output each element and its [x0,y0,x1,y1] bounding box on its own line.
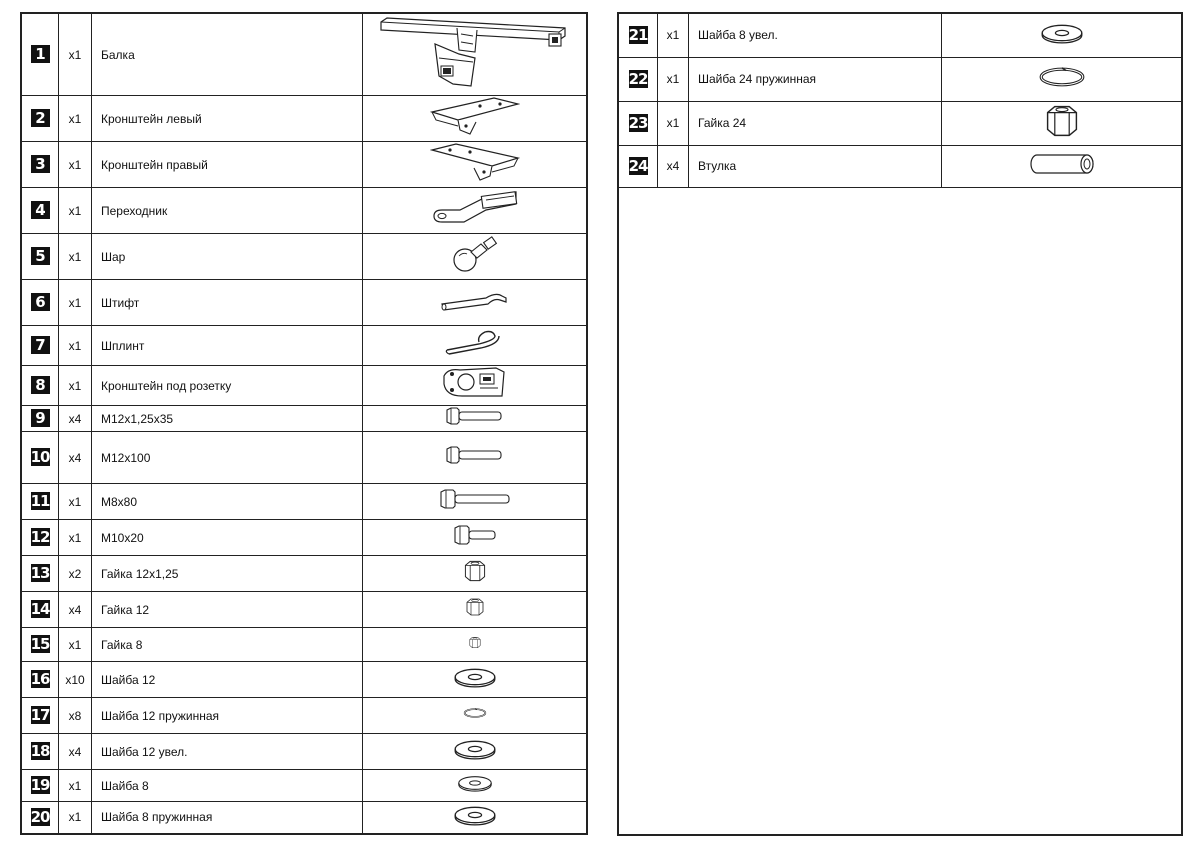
part-number-cell [21,188,59,234]
part-row-15 [21,628,587,662]
washer-icon [452,738,498,760]
part-number-cell [618,145,658,187]
part-illustration-cell [363,13,588,96]
part-number-badge: 13 [30,564,50,582]
part-number-cell [618,101,658,145]
bolt-icon [445,445,505,465]
short-bolt-icon [453,524,497,546]
part-number-cell [21,432,59,484]
part-row-11 [21,484,587,520]
part-name: Втулка [689,145,942,187]
part-number-cell [21,366,59,406]
nut-icon [458,559,492,583]
part-name: Шар [92,234,363,280]
part-row-9 [21,406,587,432]
part-name: Шплинт [92,326,363,366]
empty-area-row [618,187,1182,835]
part-illustration-cell [363,662,588,698]
part-row-14 [21,592,587,628]
long-bolt-icon [439,488,511,510]
part-quantity: x4 [658,145,689,187]
part-number-badge: 10 [30,448,50,466]
washer-icon [452,804,498,826]
part-number-cell [21,520,59,556]
part-number-cell [21,234,59,280]
small-nut-icon [466,636,484,649]
part-name: Шайба 8 увел. [689,13,942,57]
part-quantity: x4 [59,432,92,484]
part-name: Шайба 24 пружинная [689,57,942,101]
part-number-badge: 2 [31,109,50,127]
part-number-badge: 3 [31,155,50,173]
part-name: Балка [92,13,363,96]
part-name: Гайка 8 [92,628,363,662]
part-quantity: x1 [59,280,92,326]
part-quantity: x1 [59,770,92,802]
cotter-pin-icon [445,328,505,358]
bushing-icon [1029,149,1095,179]
parts-table-right-body [618,13,1182,835]
part-row-8 [21,366,587,406]
part-quantity: x4 [59,592,92,628]
part-number-cell [21,96,59,142]
empty-area [618,187,1182,835]
part-quantity: x8 [59,698,92,734]
part-number-cell [618,57,658,101]
part-quantity: x1 [59,142,92,188]
part-number-badge: 14 [30,600,50,618]
part-illustration-cell [363,234,588,280]
part-number-cell [618,13,658,57]
part-row-21 [618,13,1182,57]
part-row-1 [21,13,587,96]
part-row-17 [21,698,587,734]
part-row-10 [21,432,587,484]
bolt-icon [445,406,505,426]
pin-icon [440,288,510,312]
part-number-badge: 24 [628,156,648,175]
parts-table-left-body [21,13,587,834]
part-number-badge: 19 [30,776,50,794]
washer-icon [456,774,494,792]
part-number-badge: 17 [30,706,50,724]
part-number-cell [21,484,59,520]
part-quantity: x1 [59,484,92,520]
part-illustration-cell [363,142,588,188]
part-name: M10x20 [92,520,363,556]
part-number-badge: 8 [31,376,50,394]
part-illustration-cell [363,188,588,234]
part-number-cell [21,142,59,188]
part-number-cell [21,556,59,592]
part-number-badge: 12 [30,528,50,546]
part-number-cell [21,662,59,698]
part-illustration-cell [363,406,588,432]
part-name: Переходник [92,188,363,234]
part-number-badge: 18 [30,742,50,760]
spring-washer-icon [462,705,488,721]
part-number-badge: 20 [30,807,50,826]
adapter-icon [430,188,520,228]
part-number-cell [21,326,59,366]
part-number-badge: 22 [628,69,648,88]
part-illustration-cell [363,592,588,628]
part-quantity: x1 [59,188,92,234]
part-row-22 [618,57,1182,101]
part-name: Гайка 12 [92,592,363,628]
part-name: Кронштейн под розетку [92,366,363,406]
socket-bracket-icon [440,366,510,400]
tow-ball-icon [445,234,505,274]
part-illustration-cell [363,520,588,556]
part-name: M8x80 [92,484,363,520]
part-name: Шайба 12 [92,662,363,698]
part-row-3 [21,142,587,188]
part-quantity: x1 [658,13,689,57]
part-row-12 [21,520,587,556]
large-nut-icon [1037,103,1087,139]
parts-table-left [20,12,588,835]
part-illustration-cell [363,802,588,834]
part-number-badge: 23 [628,113,648,132]
part-name: Гайка 12x1,25 [92,556,363,592]
part-quantity: x1 [59,326,92,366]
part-name: Кронштейн правый [92,142,363,188]
part-name: Шайба 12 увел. [92,734,363,770]
part-name: Шайба 12 пружинная [92,698,363,734]
beam-icon [375,14,575,90]
part-illustration-cell [363,484,588,520]
part-quantity: x4 [59,734,92,770]
part-number-badge: 7 [31,336,50,354]
part-name: Гайка 24 [689,101,942,145]
part-row-6 [21,280,587,326]
part-number-cell [21,734,59,770]
part-row-23 [618,101,1182,145]
part-name: Штифт [92,280,363,326]
part-row-24 [618,145,1182,187]
part-number-cell [21,628,59,662]
part-name: Шайба 8 [92,770,363,802]
part-illustration-cell [363,326,588,366]
washer-icon [452,666,498,688]
part-number-cell [21,698,59,734]
part-illustration-cell [942,145,1183,187]
part-illustration-cell [363,770,588,802]
part-illustration-cell [363,280,588,326]
nut-icon [461,597,489,617]
part-illustration-cell [363,366,588,406]
part-illustration-cell [942,101,1183,145]
part-number-cell [21,13,59,96]
part-illustration-cell [363,628,588,662]
part-number-badge: 11 [30,492,50,510]
part-illustration-cell [363,432,588,484]
part-number-badge: 9 [31,409,50,427]
part-quantity: x4 [59,406,92,432]
part-quantity: x10 [59,662,92,698]
part-row-4 [21,188,587,234]
part-illustration-cell [942,13,1183,57]
part-quantity: x1 [59,366,92,406]
part-illustration-cell [363,96,588,142]
part-quantity: x1 [59,628,92,662]
part-quantity: x1 [59,13,92,96]
part-name: M12x100 [92,432,363,484]
part-row-7 [21,326,587,366]
part-row-16 [21,662,587,698]
left-bracket-icon [430,96,520,136]
part-name: M12x1,25x35 [92,406,363,432]
part-number-badge: 15 [30,635,50,653]
part-name: Шайба 8 пружинная [92,802,363,834]
part-quantity: x1 [59,520,92,556]
part-illustration-cell [942,57,1183,101]
part-illustration-cell [363,734,588,770]
part-quantity: x1 [59,234,92,280]
part-quantity: x1 [658,57,689,101]
part-row-19 [21,770,587,802]
part-number-badge: 4 [31,201,50,219]
part-quantity: x1 [59,96,92,142]
part-row-13 [21,556,587,592]
part-number-cell [21,802,59,834]
part-number-cell [21,592,59,628]
part-row-5 [21,234,587,280]
part-quantity: x1 [59,802,92,834]
part-number-badge: 21 [628,25,648,44]
part-number-badge: 5 [31,247,50,265]
part-illustration-cell [363,556,588,592]
parts-table-right [617,12,1183,836]
part-number-badge: 1 [31,45,50,63]
spring-washer-icon [1036,62,1088,92]
part-row-20 [21,802,587,834]
part-name: Кронштейн левый [92,96,363,142]
part-number-cell [21,770,59,802]
part-quantity: x1 [658,101,689,145]
part-number-badge: 16 [30,670,50,688]
part-row-2 [21,96,587,142]
part-quantity: x2 [59,556,92,592]
right-bracket-icon [430,142,520,182]
part-number-badge: 6 [31,293,50,311]
washer-icon [1039,22,1085,44]
part-number-cell [21,406,59,432]
part-number-cell [21,280,59,326]
part-row-18 [21,734,587,770]
part-illustration-cell [363,698,588,734]
